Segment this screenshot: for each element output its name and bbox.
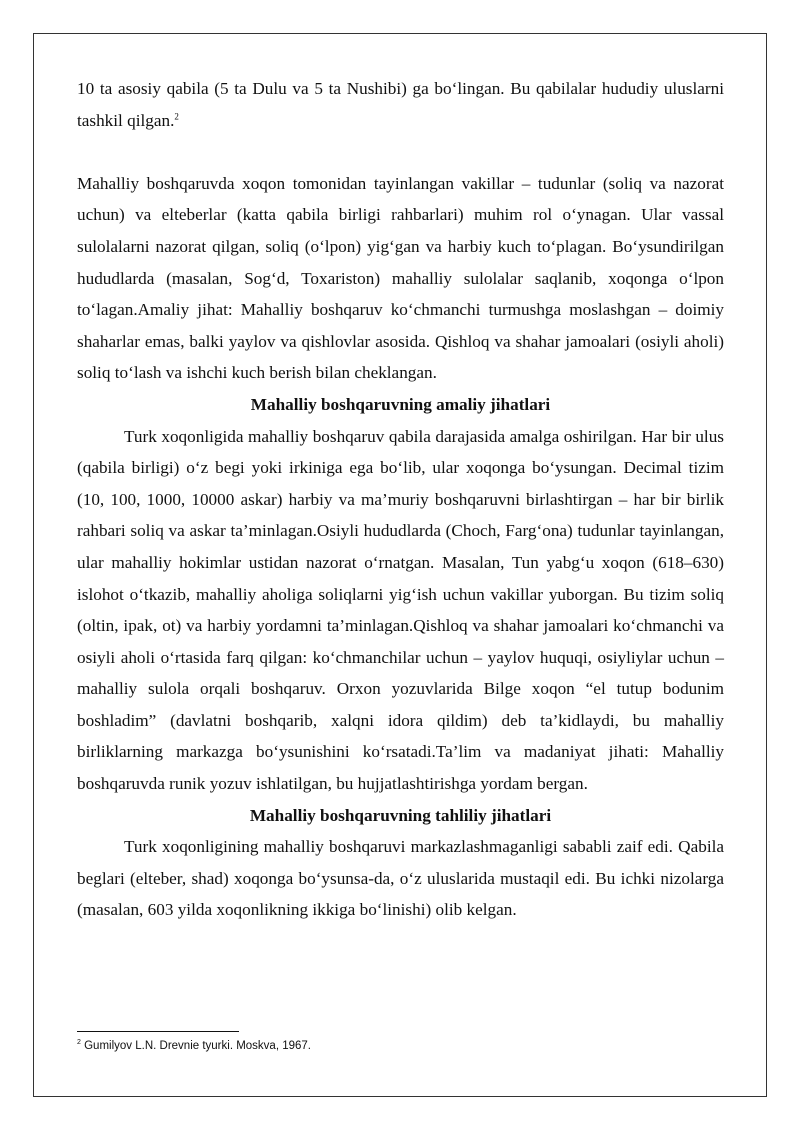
section-heading-analytical: Mahalliy boshqaruvning tahliliy jihatlari [249, 805, 552, 825]
footnote-text: Gumilyov L.N. Drevnie tyurki. Moskva, 1967. [84, 1040, 311, 1052]
paragraph-spacer [77, 136, 724, 168]
intro-text: 10 ta asosiy qabila (5 ta Dulu va 5 ta Nushibi) ga bo‘lingan. Bu qabilalar hududiy uluslarni tashkil qilgan. [77, 79, 724, 130]
footnote-separator [77, 1031, 239, 1032]
footnote-marker: 2 [77, 1039, 81, 1047]
paragraph-practical-aspects: Turk xoqonligida mahalliy boshqaruv qabila darajasida amalga oshirilgan. Har bir ulus (qabila birligi) o‘z begi yoki irkiniga ega bo‘lib, ular xoqonga bo‘ysungan. Decimal tizim (10, 100, 1000, 10000 askar) harbiy va ma’muriy boshqaruvni birlashtirgan – har bir birlik rahbari soliq va askar ta’minlagan.Osiyli hududlarda (Choch, Farg‘ona) tudunlar tayinlangan, ular mahalliy hokimlar ustidan nazorat o‘rnatgan. Masalan, Tun yabg‘u xoqon (618–630) islohot o‘tkazib, mahalliy aholiga soliqlarni yig‘ish uchun vakillar yuborgan. Bu tizim soliq (oltin, ipak, ot) va harbiy yordamni ta’minlagan.Qishloq va shahar jamoalari ko‘chmanchi va osiyli aholi o‘rtasida farq qilgan: ko‘chmanchilar uchun – yaylov huquqi, osiyliylar uchun – mahalliy sulola orqali boshqaruv. Orxon yozuvlarida Bilge xoqon “el tutup bodunim boshladim” (davlatni boshqarib, xalqni idora qildim) deb ta’kidlaydi, bu mahalliy birliklarning markazga bo‘ysunishini ko‘rsatadi.Ta’lim va madaniyat jihati: Mahalliy boshqaruvda runik yozuv ishlatilgan, bu hujjatlashtirishga yordam bergan. [77, 426, 724, 794]
footnote-reference: 2 [174, 110, 179, 121]
paragraph-local-governance: Mahalliy boshqaruvda xoqon tomonidan tayinlangan vakillar – tudunlar (soliq va nazorat uchun) va elteberlar (katta qabila birligi rahbarlari) muhim rol o‘ynagan. Ular vassal sulolalarni nazorat qilgan, soliq (o‘lpon) yig‘gan va harbiy kuch to‘plagan. Bo‘ysundirilgan hududlarda (masalan, Sog‘d, Toxariston) mahalliy sulolalar saqlanib, xoqonga o‘lpon to‘lagan.Amaliy jihat: Mahalliy boshqaruv ko‘chmanchi turmushga moslashgan – doimiy shaharlar emas, balki yaylov va qishlovlar asosida. Qishloq va shahar jamoalari (osiyli aholi) soliq to‘lash va ishchi kuch berish bilan cheklangan. [77, 173, 724, 383]
intro-paragraph [77, 73, 724, 136]
footnote [77, 1038, 717, 1054]
document-body [77, 73, 724, 926]
paragraph-analytical-aspects: Turk xoqonligining mahalliy boshqaruvi markazlashmaganligi sababli zaif edi. Qabila beglari (elteber, shad) xoqonga bo‘ysunsa-da, o‘z uluslarida mustaqil edi. Bu ichki nizolarga (masalan, 603 yilda xoqonlikning ikkiga bo‘linishi) olib kelgan. [77, 837, 724, 920]
section-heading-practical: Mahalliy boshqaruvning amaliy jihatlari [250, 394, 551, 414]
